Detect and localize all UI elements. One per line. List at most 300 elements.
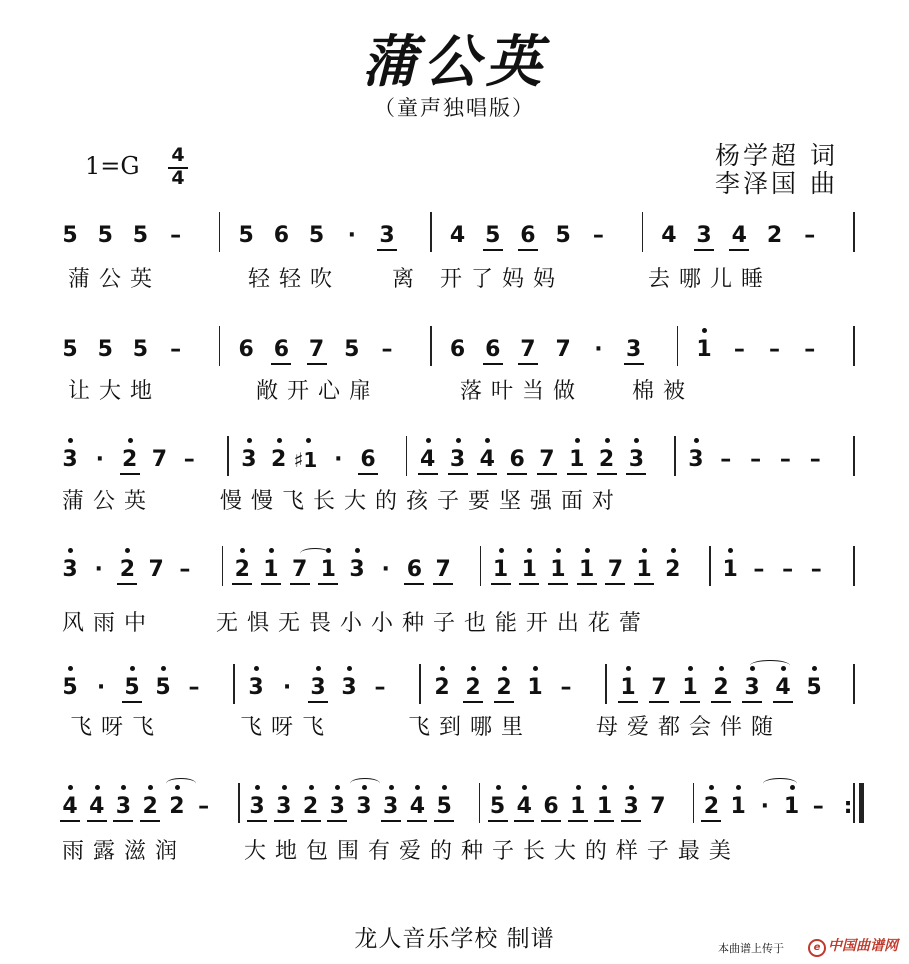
- dot-mark: ·: [381, 557, 390, 582]
- note: 5: [62, 223, 78, 248]
- note: 6: [406, 557, 423, 582]
- note: 5: [62, 337, 78, 362]
- beam-line: [377, 249, 397, 251]
- note: 3: [628, 447, 644, 472]
- lyric-line: 棉 被: [632, 379, 686, 404]
- beam-line: [318, 583, 338, 585]
- note: 3: [341, 675, 357, 700]
- note: 3: [62, 557, 78, 582]
- beam-line: [541, 820, 561, 822]
- note: 5: [97, 337, 113, 362]
- note: 2: [119, 557, 136, 582]
- lyric-line: 母 爱 都 会 伴 随: [596, 715, 774, 740]
- beam-line: [358, 473, 378, 475]
- octave-dot: [719, 666, 724, 671]
- beam-line: [477, 473, 497, 475]
- note: 3: [623, 794, 639, 819]
- octave-dot: [440, 666, 445, 671]
- note: 3: [310, 675, 326, 700]
- note: 1: [521, 557, 537, 582]
- octave-dot: [161, 666, 166, 671]
- octave-dot: [629, 785, 634, 790]
- beam-line: [120, 473, 140, 475]
- note: 4: [479, 447, 495, 472]
- beam-line: [680, 701, 700, 703]
- octave-dot: [347, 666, 352, 671]
- beam-line: [514, 820, 534, 822]
- beam-line: [404, 583, 424, 585]
- lyric-line: 去 哪 儿 睡: [648, 267, 764, 292]
- note: 1: [550, 557, 566, 582]
- barline: [430, 212, 432, 252]
- note: 3: [249, 794, 265, 819]
- beam-line: [494, 701, 514, 703]
- barline: [853, 212, 855, 252]
- lyric-line: 开 了 妈 妈: [440, 267, 556, 292]
- octave-dot: [130, 666, 135, 671]
- source-logo-text: 中国曲谱网: [828, 938, 898, 954]
- note: 2: [234, 557, 250, 582]
- barline: [693, 783, 695, 823]
- note: 4: [409, 794, 426, 819]
- octave-dot: [533, 666, 538, 671]
- beam-line: [232, 583, 252, 585]
- octave-dot: [95, 785, 100, 790]
- dash: –: [198, 794, 210, 819]
- note: 6: [273, 337, 290, 362]
- beam-line: [60, 820, 80, 822]
- note: 2: [598, 447, 615, 472]
- beam-line: [122, 701, 142, 703]
- dash: –: [733, 337, 745, 362]
- dash: –: [779, 447, 791, 472]
- note: 7: [435, 557, 451, 582]
- note: 7: [291, 557, 308, 582]
- barline: [853, 436, 855, 476]
- lyric-line: 大 地 包 围 有 爱 的 种 子 长 大 的 样 子 最 美: [244, 839, 732, 864]
- barline: [709, 546, 711, 586]
- note: 5: [436, 794, 452, 819]
- octave-dot: [812, 666, 817, 671]
- dash: –: [804, 337, 816, 362]
- octave-dot: [254, 666, 259, 671]
- dash: –: [374, 675, 386, 700]
- beam-line: [87, 820, 107, 822]
- barline: [642, 212, 644, 252]
- page-subtitle: （童声独唱版）: [374, 96, 535, 120]
- note: 1: [636, 557, 652, 582]
- note: 4: [775, 675, 791, 700]
- note: 1: [320, 557, 336, 582]
- beam-line: [742, 701, 762, 703]
- note: 3: [625, 337, 642, 362]
- beam-line: [729, 249, 749, 251]
- octave-dot: [709, 785, 714, 790]
- dash: –: [183, 447, 195, 472]
- source-note: 本曲谱上传于: [718, 942, 784, 955]
- beam-line: [327, 820, 347, 822]
- note: 3: [696, 223, 712, 248]
- beam-line: [301, 820, 321, 822]
- dot-mark: ·: [94, 557, 103, 582]
- beam-line: [290, 583, 310, 585]
- note: 3: [329, 794, 345, 819]
- note: 6: [238, 337, 254, 362]
- note: 4: [449, 223, 466, 248]
- note: 6: [520, 223, 536, 248]
- barline: [430, 326, 432, 366]
- beam-line: [117, 583, 137, 585]
- key-signature: 1=G: [85, 152, 140, 180]
- beam-line: [694, 249, 714, 251]
- lyric-line: 雨 露 滋 润: [62, 839, 178, 864]
- octave-dot: [522, 785, 527, 790]
- note: 5: [238, 223, 254, 248]
- beam-line: [711, 701, 731, 703]
- source-logo-icon: e: [808, 939, 826, 957]
- lyric-line: 飞 呀 飞: [240, 715, 325, 740]
- beam-line: [634, 583, 654, 585]
- octave-dot: [355, 548, 360, 553]
- dot-mark: ·: [282, 675, 292, 700]
- note: 4: [516, 794, 532, 819]
- barline: [222, 546, 224, 586]
- note: 3: [115, 794, 132, 819]
- barline: [853, 546, 855, 586]
- slur: [300, 548, 330, 559]
- beam-line: [605, 583, 625, 585]
- barline: [219, 326, 221, 366]
- lyric-line: 落 叶 当 做: [460, 379, 576, 404]
- repeat-dots: :: [843, 794, 853, 819]
- octave-dot: [442, 785, 447, 790]
- beam-line: [518, 363, 538, 365]
- octave-dot: [309, 785, 314, 790]
- note: 2: [703, 794, 720, 819]
- note: 1: [570, 794, 586, 819]
- note: 7: [650, 794, 666, 819]
- octave-dot: [688, 666, 693, 671]
- note: 3: [688, 447, 704, 472]
- dash: –: [812, 794, 824, 819]
- note: 1: [596, 794, 613, 819]
- octave-dot: [576, 785, 581, 790]
- note: 4: [62, 794, 78, 819]
- dash: –: [810, 557, 822, 582]
- barline: [227, 436, 229, 476]
- note: 3: [449, 447, 466, 472]
- lyric-line: 风 雨 中: [62, 611, 147, 636]
- note: 2: [270, 447, 287, 472]
- note: 3: [276, 794, 292, 819]
- octave-dot: [240, 548, 245, 553]
- note: 7: [651, 675, 667, 700]
- lyric-line: 慢 慢 飞 长 大 的 孩 子 要 坚 强 面 对: [220, 489, 615, 514]
- note: 5: [344, 337, 360, 362]
- dash: –: [188, 675, 200, 700]
- beam-line: [448, 473, 468, 475]
- octave-dot: [728, 548, 733, 553]
- note: 5: [97, 223, 113, 248]
- octave-dot: [148, 785, 153, 790]
- note: 5: [485, 223, 501, 248]
- barline: [480, 546, 482, 586]
- octave-dot: [121, 785, 126, 790]
- note: 6: [360, 447, 376, 472]
- dash: –: [750, 447, 762, 472]
- barline: [233, 664, 235, 704]
- note: 3: [349, 557, 365, 582]
- dot-mark: ·: [95, 447, 104, 472]
- beam-line: [548, 583, 568, 585]
- lyric-line: 离: [392, 267, 416, 292]
- page-title: 蒲公英: [361, 29, 548, 95]
- dash: –: [769, 337, 781, 362]
- note: 5: [132, 223, 149, 248]
- note: 3: [379, 223, 395, 248]
- dash: –: [560, 675, 572, 700]
- beam-line: [274, 820, 294, 822]
- octave-dot: [634, 438, 639, 443]
- note: 6: [449, 337, 466, 362]
- octave-dot: [426, 438, 431, 443]
- dot-mark: ·: [347, 223, 356, 248]
- note: 1: [569, 447, 585, 472]
- note: 1: [527, 675, 543, 700]
- lyric-line: 蒲 公 英: [62, 489, 147, 514]
- octave-dot: [277, 438, 282, 443]
- beam-line: [567, 473, 587, 475]
- note: 1: [620, 675, 636, 700]
- octave-dot: [456, 438, 461, 443]
- slur: [750, 660, 790, 671]
- beam-line: [597, 473, 617, 475]
- beam-line: [433, 583, 453, 585]
- beam-line: [307, 363, 327, 365]
- octave-dot: [736, 785, 741, 790]
- barline: [853, 664, 855, 704]
- note: 7: [151, 447, 168, 472]
- octave-dot: [68, 785, 73, 790]
- beam-line: [308, 701, 328, 703]
- lyric-line: 无 惧 无 畏 小 小 种 子 也 能 开 出 花 蕾: [216, 611, 642, 636]
- beam-line: [483, 363, 503, 365]
- note: 2: [302, 794, 319, 819]
- note: 1: [263, 557, 279, 582]
- beam-line: [434, 820, 454, 822]
- beam-line: [491, 583, 511, 585]
- octave-dot: [125, 548, 130, 553]
- note: 2: [169, 794, 185, 819]
- note: 5: [555, 223, 571, 248]
- note: 2: [465, 675, 481, 700]
- slur: [763, 778, 797, 789]
- octave-dot: [68, 548, 73, 553]
- note: 2: [496, 675, 512, 700]
- dash: –: [804, 223, 816, 248]
- note: ♯1: [293, 448, 318, 472]
- note: 7: [520, 337, 536, 362]
- beam-line: [618, 701, 638, 703]
- barline: [479, 783, 481, 823]
- dash: –: [753, 557, 765, 582]
- barline: [219, 212, 221, 252]
- octave-dot: [68, 438, 73, 443]
- note: 4: [731, 223, 747, 248]
- footer-credit: 龙人音乐学校 制谱: [354, 926, 555, 952]
- note: 3: [383, 794, 399, 819]
- octave-dot: [335, 785, 340, 790]
- octave-dot: [694, 438, 699, 443]
- beam-line: [271, 363, 291, 365]
- barline: [605, 664, 607, 704]
- slur: [166, 778, 196, 789]
- note: 3: [241, 447, 257, 472]
- lyric-line: 飞 到 哪 里: [408, 715, 524, 740]
- octave-dot: [605, 438, 610, 443]
- octave-dot: [269, 548, 274, 553]
- note: 7: [148, 557, 164, 582]
- beam-line: [594, 820, 614, 822]
- dash: –: [720, 447, 732, 472]
- dash: –: [179, 557, 191, 582]
- final-barline: [859, 783, 864, 823]
- octave-dot: [502, 666, 507, 671]
- dot-mark: ·: [760, 794, 769, 819]
- lyric-line: 蒲 公 英: [68, 267, 153, 292]
- note: 3: [62, 447, 78, 472]
- octave-dot: [415, 785, 420, 790]
- octave-dot: [575, 438, 580, 443]
- octave-dot: [247, 438, 252, 443]
- slur: [350, 778, 380, 789]
- note: 2: [142, 794, 158, 819]
- note: 1: [722, 557, 738, 582]
- octave-dot: [306, 438, 311, 443]
- note: 2: [121, 447, 138, 472]
- octave-dot: [68, 666, 73, 671]
- octave-dot: [499, 548, 504, 553]
- dash: –: [170, 337, 182, 362]
- barline: [238, 783, 240, 823]
- octave-dot: [128, 438, 133, 443]
- lyric-line: 轻 轻 吹: [248, 267, 333, 292]
- beam-line: [463, 701, 483, 703]
- lyricist-credit: 杨学超 词: [715, 141, 838, 170]
- octave-dot: [702, 328, 707, 333]
- beam-line: [519, 583, 539, 585]
- note: 1: [730, 794, 746, 819]
- note: 3: [356, 794, 372, 819]
- beam-line: [113, 820, 133, 822]
- barline: [677, 326, 679, 366]
- note: 6: [509, 447, 525, 472]
- dot-mark: ·: [334, 447, 343, 472]
- octave-dot: [255, 785, 260, 790]
- note: 5: [806, 675, 822, 700]
- octave-dot: [585, 548, 590, 553]
- beam-line: [518, 249, 538, 251]
- octave-dot: [642, 548, 647, 553]
- beam-line: [483, 249, 503, 251]
- note: 1: [682, 675, 698, 700]
- dash: –: [381, 337, 393, 362]
- note: 5: [308, 223, 325, 248]
- time-signature-top: 4: [171, 144, 185, 166]
- beam-line: [621, 820, 641, 822]
- note: 1: [492, 557, 509, 582]
- beam-line: [773, 701, 793, 703]
- beam-line: [624, 363, 644, 365]
- beam-line: [247, 820, 267, 822]
- octave-dot: [496, 785, 501, 790]
- beam-line: [488, 820, 508, 822]
- dash: –: [170, 223, 182, 248]
- dot-mark: ·: [594, 337, 603, 362]
- octave-dot: [626, 666, 631, 671]
- octave-dot: [671, 548, 676, 553]
- beam-line: [626, 473, 646, 475]
- note: 6: [273, 223, 290, 248]
- dash: –: [592, 223, 604, 248]
- lyric-line: 让 大 地: [68, 379, 153, 404]
- beam-line: [577, 583, 597, 585]
- octave-dot: [556, 548, 561, 553]
- note: 2: [766, 223, 783, 248]
- beam-line: [701, 820, 721, 822]
- note: 6: [485, 337, 501, 362]
- note: 5: [155, 675, 171, 700]
- lyric-line: 敞 开 心 扉: [256, 379, 372, 404]
- dash: –: [809, 447, 821, 472]
- note: 4: [661, 223, 677, 248]
- beam-line: [381, 820, 401, 822]
- beam-line: [407, 820, 427, 822]
- note: 5: [62, 675, 78, 700]
- note: 2: [665, 557, 681, 582]
- beam-line: [418, 473, 438, 475]
- note: 7: [555, 337, 571, 362]
- note: 7: [607, 557, 624, 582]
- note: 3: [744, 675, 760, 700]
- note: 4: [420, 447, 436, 472]
- dash: –: [782, 557, 794, 582]
- barline: [419, 664, 421, 704]
- source-logo: [808, 935, 898, 957]
- octave-dot: [602, 785, 607, 790]
- note: 5: [132, 337, 149, 362]
- beam-line: [140, 820, 160, 822]
- note: 2: [713, 675, 729, 700]
- note: 1: [696, 337, 712, 362]
- barline: [853, 326, 855, 366]
- octave-dot: [527, 548, 532, 553]
- note: 7: [539, 447, 555, 472]
- octave-dot: [471, 666, 476, 671]
- note: 3: [248, 675, 264, 700]
- octave-dot: [389, 785, 394, 790]
- octave-dot: [282, 785, 287, 790]
- barline: [674, 436, 676, 476]
- note: 5: [124, 675, 140, 700]
- lyric-line: 飞 呀 飞: [70, 715, 155, 740]
- note: 2: [434, 675, 450, 700]
- beam-line: [507, 473, 527, 475]
- composer-credit: 李泽国 曲: [715, 169, 838, 198]
- time-signature-bottom: 4: [171, 167, 185, 189]
- dot-mark: ·: [96, 675, 106, 700]
- beam-line: [537, 473, 557, 475]
